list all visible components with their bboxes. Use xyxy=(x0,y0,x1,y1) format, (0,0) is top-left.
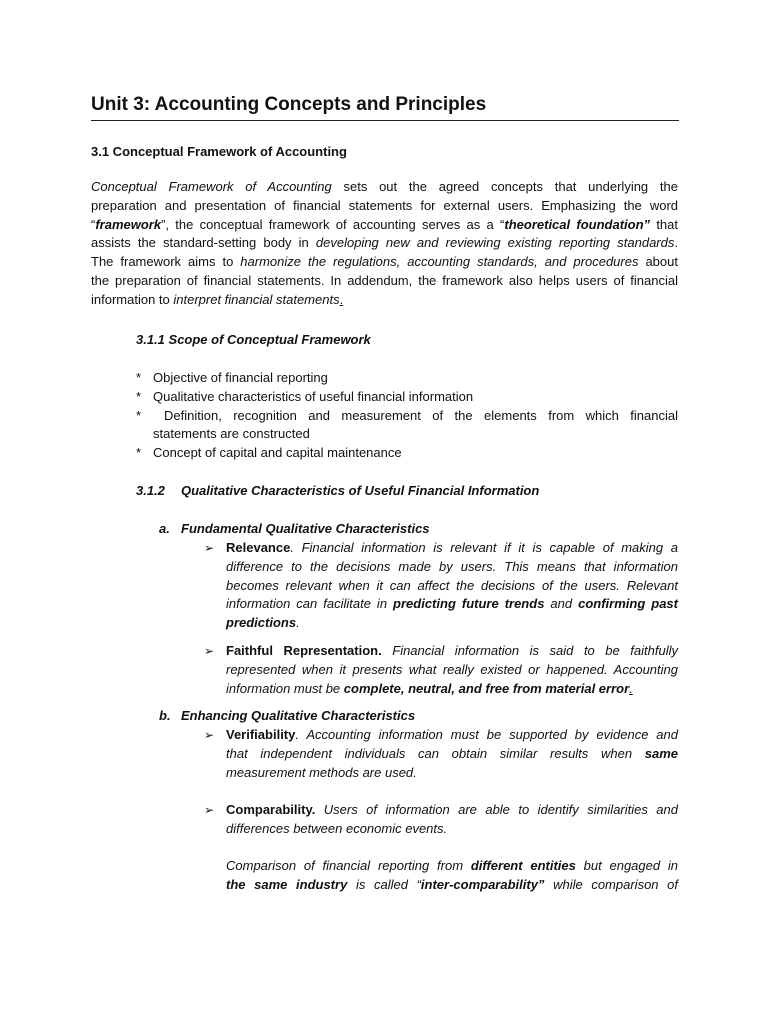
bold-term: the same industry xyxy=(226,877,348,893)
subheading-letter: b. xyxy=(159,708,171,723)
item-line xyxy=(226,857,678,876)
item-line: measurement methods are used. xyxy=(226,764,417,780)
verifiability-text xyxy=(226,726,678,782)
item-line xyxy=(226,539,678,558)
italic-term: harmonize the regulations, accounting standards, and procedures xyxy=(240,254,639,270)
list-item-text: Qualitative characteristics of useful financial information xyxy=(153,388,474,404)
list-item xyxy=(136,444,678,463)
item-term: Relevance xyxy=(226,540,291,555)
bullet-marker: * xyxy=(136,445,142,461)
text-run: sets out the agreed concepts that underlying the xyxy=(331,179,678,194)
bold-italic-term: framework xyxy=(95,216,162,232)
bold-term: same xyxy=(644,745,678,761)
bold-term: different entities xyxy=(470,858,576,874)
text-run: ”, the conceptual framework of accounting serves as a “ xyxy=(161,216,505,232)
list-item xyxy=(136,407,678,445)
item-line: represented when it presents what really existed or happened. Accounting xyxy=(226,661,678,677)
subheading-letter: a. xyxy=(159,521,170,536)
text-run: while comparison of xyxy=(544,877,678,893)
item-line: differences between economic events. xyxy=(226,820,448,836)
text-run: about xyxy=(638,254,678,270)
list-item xyxy=(136,388,678,407)
paragraph-line xyxy=(91,291,678,310)
arrow-bullet-icon: ➢ xyxy=(204,644,215,658)
text-run: . xyxy=(339,291,344,307)
text-run: information must be xyxy=(226,680,344,696)
item-line: becomes relevant when it can affect the decisions of the users. Relevant xyxy=(226,577,678,593)
section-heading-3-1-1: 3.1.1 Scope of Conceptual Framework xyxy=(136,332,371,347)
item-line xyxy=(226,726,678,745)
list-item xyxy=(136,369,678,388)
italic-term: Conceptual Framework of Accounting xyxy=(91,179,332,194)
verifiability-item xyxy=(204,726,678,782)
text-run: The framework aims to xyxy=(91,254,241,270)
item-line xyxy=(226,876,678,895)
item-line xyxy=(226,595,678,614)
item-term: Faithful Representation. xyxy=(226,643,382,658)
bold-term: confirming past xyxy=(578,596,678,612)
text-run: that independent individuals can obtain similar results when xyxy=(226,745,645,761)
section-heading-3-1: 3.1 Conceptual Framework of Accounting xyxy=(91,144,347,159)
section-heading-3-1-2 xyxy=(136,482,539,501)
item-line xyxy=(226,680,678,699)
paragraph-gap xyxy=(226,839,678,858)
text-run: . xyxy=(629,680,633,696)
text-run: . Accounting information must be supported by evidence and xyxy=(295,727,678,742)
subheading-title: Enhancing Qualitative Characteristics xyxy=(181,708,416,723)
paragraph-line xyxy=(91,253,678,272)
italic-term: interpret financial statements xyxy=(173,291,340,307)
italic-term: developing new and reviewing existing reporting standards xyxy=(315,235,675,251)
list-item-text: Concept of capital and capital maintenance xyxy=(153,445,402,461)
conceptual-framework-paragraph xyxy=(91,178,678,310)
item-line: difference to the decisions made by users. This means that information xyxy=(226,558,678,574)
list-item-text: Objective of financial reporting xyxy=(153,370,328,385)
bullet-marker: * xyxy=(136,388,142,404)
item-line xyxy=(226,614,678,633)
paragraph-line xyxy=(91,178,678,197)
text-run: information to xyxy=(91,291,174,307)
paragraph-line xyxy=(91,216,678,235)
subheading-enhancing xyxy=(159,707,415,726)
text-run: . Financial information is relevant if it is capable of making a xyxy=(290,540,678,555)
page-title: Unit 3: Accounting Concepts and Principles xyxy=(91,94,487,115)
list-item-text-continued: statements are constructed xyxy=(153,426,310,442)
text-run: information can facilitate in xyxy=(226,596,394,612)
item-line xyxy=(226,801,678,820)
arrow-bullet-icon: ➢ xyxy=(204,541,215,555)
text-run: Comparison of financial reporting from xyxy=(226,858,471,874)
bullet-marker: * xyxy=(136,407,142,423)
comparability-item xyxy=(204,801,678,895)
item-line xyxy=(226,745,678,764)
relevance-item xyxy=(204,539,678,633)
text-run: . xyxy=(674,235,678,251)
bold-term: predictions xyxy=(226,615,297,631)
title-underline xyxy=(91,120,679,121)
faithful-text xyxy=(226,642,678,698)
text-run: and xyxy=(544,596,579,612)
list-item-text: Definition, recognition and measurement of the elements from which financial xyxy=(164,407,678,423)
subheading-title: Fundamental Qualitative Characteristics xyxy=(181,521,430,536)
text-run: assists the standard-setting body in xyxy=(91,235,316,251)
relevance-text xyxy=(226,539,678,633)
scope-bullet-list xyxy=(136,369,678,463)
section-title: Qualitative Characteristics of Useful Financial Information xyxy=(181,483,540,498)
text-run: but engaged in xyxy=(575,858,678,874)
arrow-bullet-icon: ➢ xyxy=(204,803,215,817)
subheading-fundamental xyxy=(159,520,430,539)
text-run: that xyxy=(650,216,678,232)
item-term: Verifiability xyxy=(226,727,296,742)
text-run: “ xyxy=(91,216,96,232)
bold-italic-term: theoretical foundation” xyxy=(504,216,651,232)
section-number: 3.1.2 xyxy=(136,483,165,498)
bullet-marker: * xyxy=(136,370,142,385)
arrow-bullet-icon: ➢ xyxy=(204,728,215,742)
text-run: Users of information are able to identify similarities and xyxy=(315,802,678,817)
paragraph-line xyxy=(91,234,678,253)
paragraph-line: the preparation of financial statements. In addendum, the framework also helps users of financial xyxy=(91,272,678,288)
bold-term: predicting future trends xyxy=(393,596,545,612)
text-run: Financial information is said to be faithfully xyxy=(381,643,678,658)
faithful-representation-item xyxy=(204,642,678,698)
text-run: . xyxy=(296,615,300,631)
item-line xyxy=(226,642,678,661)
bold-term: inter-comparability” xyxy=(420,877,545,893)
bold-term: complete, neutral, and free from material error xyxy=(343,680,630,696)
comparability-text xyxy=(226,801,678,895)
paragraph-line: preparation and presentation of financial statements for external users. Emphasizing the word xyxy=(91,197,678,213)
item-term: Comparability. xyxy=(226,802,316,817)
text-run: is called “ xyxy=(347,877,421,893)
